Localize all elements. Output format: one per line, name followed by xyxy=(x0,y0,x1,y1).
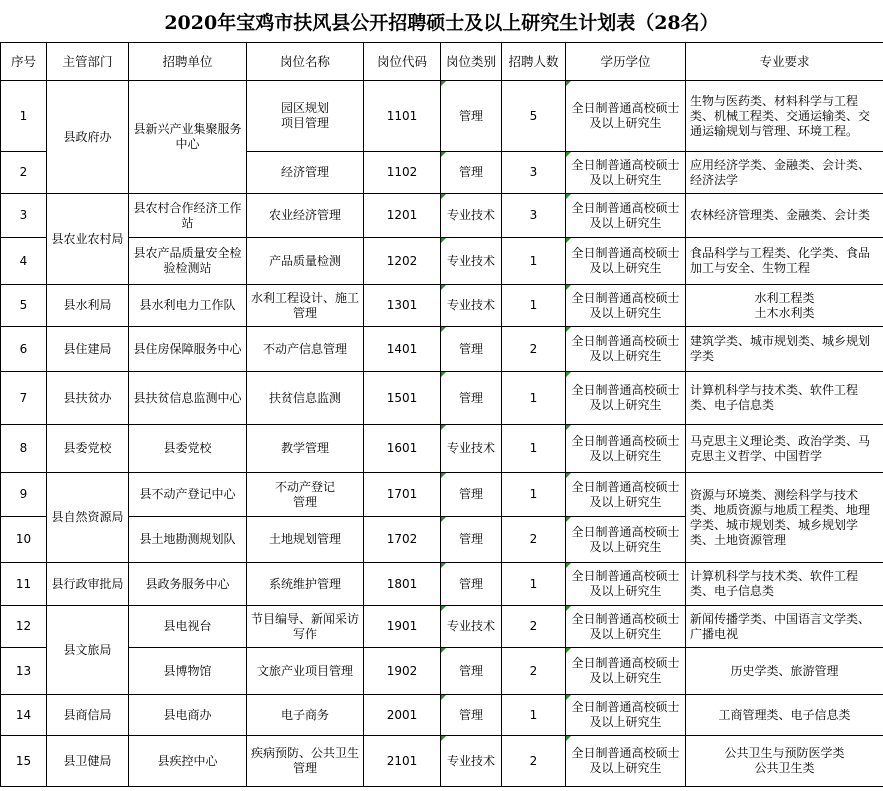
table-row xyxy=(1,695,883,736)
cell-count: 2 xyxy=(502,606,566,648)
cell-major: 计算机科学与技术类、软件工程类、电子信息类 xyxy=(686,372,883,425)
cell-major: 历史学类、旅游管理 xyxy=(686,648,883,695)
cell-education: 全日制普通高校硕士及以上研究生 xyxy=(566,81,686,152)
cell-category: 管理 xyxy=(441,648,502,695)
cell-code: 1301 xyxy=(364,285,441,327)
cell-major: 工商管理类、电子信息类 xyxy=(686,695,883,736)
cell-code: 1902 xyxy=(364,648,441,695)
position-line-1: 不动产登记 xyxy=(274,479,335,494)
cell-no: 1 xyxy=(1,81,47,152)
cell-no: 12 xyxy=(1,606,47,648)
cell-education: 全日制普通高校硕士及以上研究生 xyxy=(566,563,686,606)
cell-count: 1 xyxy=(502,563,566,606)
cell-dept: 县文旅局 xyxy=(47,606,129,695)
header-position: 岗位名称 xyxy=(247,43,364,81)
cell-dept: 县农业农村局 xyxy=(47,194,129,285)
cell-no: 11 xyxy=(1,563,47,606)
cell-category: 专业技术 xyxy=(441,194,502,238)
cell-unit: 县疾控中心 xyxy=(129,736,247,787)
header-category: 岗位类别 xyxy=(441,43,502,81)
cell-code: 2101 xyxy=(364,736,441,787)
cell-major: 新闻传播学类、中国语言文学类、广播电视 xyxy=(686,606,883,648)
cell-position: 产品质量检测 xyxy=(247,238,364,285)
cell-dept: 县卫健局 xyxy=(47,736,129,787)
cell-no: 9 xyxy=(1,473,47,517)
cell-count: 1 xyxy=(502,285,566,327)
cell-major: 食品科学与工程类、化学类、食品加工与安全、生物工程 xyxy=(686,238,883,285)
cell-dept: 县住建局 xyxy=(47,327,129,372)
cell-position: 疾病预防、公共卫生管理 xyxy=(247,736,364,787)
cell-unit: 县农村合作经济工作站 xyxy=(129,194,247,238)
cell-category: 专业技术 xyxy=(441,606,502,648)
cell-count: 1 xyxy=(502,425,566,473)
cell-no: 2 xyxy=(1,152,47,194)
major-line-1: 公共卫生与预防医学类 xyxy=(724,746,845,760)
cell-count: 1 xyxy=(502,695,566,736)
cell-category: 专业技术 xyxy=(441,238,502,285)
position-line-1: 园区规划 xyxy=(280,101,329,115)
cell-category: 管理 xyxy=(441,372,502,425)
header-count: 招聘人数 xyxy=(502,43,566,81)
cell-education: 全日制普通高校硕士及以上研究生 xyxy=(566,517,686,563)
table-row xyxy=(1,648,883,695)
cell-no: 7 xyxy=(1,372,47,425)
document-title: 2020年宝鸡市扶风县公开招聘硕士及以上研究生计划表（28名） xyxy=(164,11,719,34)
cell-no: 4 xyxy=(1,238,47,285)
cell-no: 3 xyxy=(1,194,47,238)
cell-category: 专业技术 xyxy=(441,425,502,473)
major-line-1: 水利工程类 xyxy=(754,290,815,305)
cell-education: 全日制普通高校硕士及以上研究生 xyxy=(566,194,686,238)
cell-code: 1701 xyxy=(364,473,441,517)
header-row xyxy=(1,43,883,81)
table-row xyxy=(1,563,883,606)
cell-code: 1801 xyxy=(364,563,441,606)
cell-education: 全日制普通高校硕士及以上研究生 xyxy=(566,372,686,425)
cell-no: 15 xyxy=(1,736,47,787)
table-row xyxy=(1,81,883,152)
cell-position: 不动产信息管理 xyxy=(247,327,364,372)
cell-major: 应用经济学类、金融类、会计类、经济法学 xyxy=(686,152,883,194)
position-line-2: 项目管理 xyxy=(280,116,329,130)
cell-major: 计算机科学与技术类、软件工程类、电子信息类 xyxy=(686,563,883,606)
cell-position: 电子商务 xyxy=(247,695,364,736)
cell-count: 1 xyxy=(502,372,566,425)
cell-position: 土地规划管理 xyxy=(247,517,364,563)
cell-count: 1 xyxy=(502,473,566,517)
cell-category: 管理 xyxy=(441,152,502,194)
cell-category: 管理 xyxy=(441,563,502,606)
cell-dept: 县商信局 xyxy=(47,695,129,736)
cell-code: 1702 xyxy=(364,517,441,563)
cell-education: 全日制普通高校硕士及以上研究生 xyxy=(566,425,686,473)
header-major: 专业要求 xyxy=(686,43,883,81)
cell-unit: 县水利电力工作队 xyxy=(129,285,247,327)
cell-education: 全日制普通高校硕士及以上研究生 xyxy=(566,648,686,695)
cell-major: 资源与环境类、测绘科学与技术类、地质资源与地质工程类、地理学类、城市规划类、城乡规划学类、土地资源管理 xyxy=(686,473,883,563)
cell-dept: 县政府办 xyxy=(47,81,129,194)
cell-position: 水利工程设计、施工管理 xyxy=(247,285,364,327)
cell-unit: 县农产品质量安全检验检测站 xyxy=(129,238,247,285)
cell-education: 全日制普通高校硕士及以上研究生 xyxy=(566,695,686,736)
cell-category: 管理 xyxy=(441,327,502,372)
recruitment-plan-table xyxy=(0,42,883,787)
cell-position: 文旅产业项目管理 xyxy=(247,648,364,695)
cell-category: 管理 xyxy=(441,81,502,152)
cell-major xyxy=(686,736,883,787)
cell-major: 农林经济管理类、金融类、会计类 xyxy=(686,194,883,238)
cell-unit: 县不动产登记中心 xyxy=(129,473,247,517)
cell-position: 经济管理 xyxy=(247,152,364,194)
cell-count: 2 xyxy=(502,517,566,563)
cell-position: 教学管理 xyxy=(247,425,364,473)
cell-code: 1102 xyxy=(364,152,441,194)
cell-major: 马克思主义理论类、政治学类、马克思主义哲学、中国哲学 xyxy=(686,425,883,473)
cell-dept: 县行政审批局 xyxy=(47,563,129,606)
cell-position xyxy=(247,81,364,152)
cell-unit: 县新兴产业集聚服务中心 xyxy=(129,81,247,194)
cell-unit: 县土地勘测规划队 xyxy=(129,517,247,563)
cell-education: 全日制普通高校硕士及以上研究生 xyxy=(566,327,686,372)
table-row xyxy=(1,473,883,517)
cell-count: 5 xyxy=(502,81,566,152)
major-line-2: 公共卫生类 xyxy=(754,761,815,775)
cell-code: 2001 xyxy=(364,695,441,736)
cell-code: 1901 xyxy=(364,606,441,648)
cell-no: 8 xyxy=(1,425,47,473)
table-row xyxy=(1,606,883,648)
header-unit: 招聘单位 xyxy=(129,43,247,81)
cell-position xyxy=(247,473,364,517)
cell-unit: 县扶贫信息监测中心 xyxy=(129,372,247,425)
cell-education: 全日制普通高校硕士及以上研究生 xyxy=(566,473,686,517)
table-row xyxy=(1,736,883,787)
table-row xyxy=(1,285,883,327)
cell-education: 全日制普通高校硕士及以上研究生 xyxy=(566,606,686,648)
cell-position: 扶贫信息监测 xyxy=(247,372,364,425)
cell-major: 生物与医药类、材料科学与工程类、机械工程类、交通运输类、交通运输规划与管理、环境工程。 xyxy=(686,81,883,152)
cell-dept: 县水利局 xyxy=(47,285,129,327)
cell-category: 专业技术 xyxy=(441,736,502,787)
cell-position: 系统维护管理 xyxy=(247,563,364,606)
cell-no: 10 xyxy=(1,517,47,563)
cell-education: 全日制普通高校硕士及以上研究生 xyxy=(566,736,686,787)
table-row xyxy=(1,194,883,238)
major-line-2: 土木水利类 xyxy=(754,305,815,320)
cell-dept: 县委党校 xyxy=(47,425,129,473)
cell-unit: 县住房保障服务中心 xyxy=(129,327,247,372)
cell-unit: 县博物馆 xyxy=(129,648,247,695)
table-row xyxy=(1,372,883,425)
cell-unit: 县电商办 xyxy=(129,695,247,736)
cell-count: 3 xyxy=(502,152,566,194)
cell-position: 节目编导、新闻采访写作 xyxy=(247,606,364,648)
cell-code: 1101 xyxy=(364,81,441,152)
cell-unit: 县政务服务中心 xyxy=(129,563,247,606)
table-row xyxy=(1,327,883,372)
cell-unit: 县委党校 xyxy=(129,425,247,473)
cell-category: 管理 xyxy=(441,473,502,517)
cell-code: 1601 xyxy=(364,425,441,473)
cell-no: 5 xyxy=(1,285,47,327)
table-row xyxy=(1,425,883,473)
cell-unit: 县电视台 xyxy=(129,606,247,648)
cell-count: 2 xyxy=(502,327,566,372)
cell-education: 全日制普通高校硕士及以上研究生 xyxy=(566,152,686,194)
cell-major: 建筑学类、城市规划类、城乡规划学类 xyxy=(686,327,883,372)
cell-code: 1401 xyxy=(364,327,441,372)
cell-education: 全日制普通高校硕士及以上研究生 xyxy=(566,285,686,327)
cell-no: 14 xyxy=(1,695,47,736)
cell-category: 管理 xyxy=(441,517,502,563)
cell-education: 全日制普通高校硕士及以上研究生 xyxy=(566,238,686,285)
position-line-2: 管理 xyxy=(292,494,317,509)
cell-code: 1501 xyxy=(364,372,441,425)
cell-category: 管理 xyxy=(441,695,502,736)
cell-position: 农业经济管理 xyxy=(247,194,364,238)
header-code: 岗位代码 xyxy=(364,43,441,81)
cell-no: 6 xyxy=(1,327,47,372)
cell-code: 1201 xyxy=(364,194,441,238)
cell-count: 2 xyxy=(502,648,566,695)
header-dept: 主管部门 xyxy=(47,43,129,81)
cell-category: 专业技术 xyxy=(441,285,502,327)
cell-dept: 县自然资源局 xyxy=(47,473,129,563)
table-row xyxy=(1,238,883,285)
cell-code: 1202 xyxy=(364,238,441,285)
header-no: 序号 xyxy=(1,43,47,81)
header-education: 学历学位 xyxy=(566,43,686,81)
cell-count: 3 xyxy=(502,194,566,238)
cell-major xyxy=(686,285,883,327)
cell-count: 2 xyxy=(502,736,566,787)
cell-count: 1 xyxy=(502,238,566,285)
cell-no: 13 xyxy=(1,648,47,695)
cell-dept: 县扶贫办 xyxy=(47,372,129,425)
